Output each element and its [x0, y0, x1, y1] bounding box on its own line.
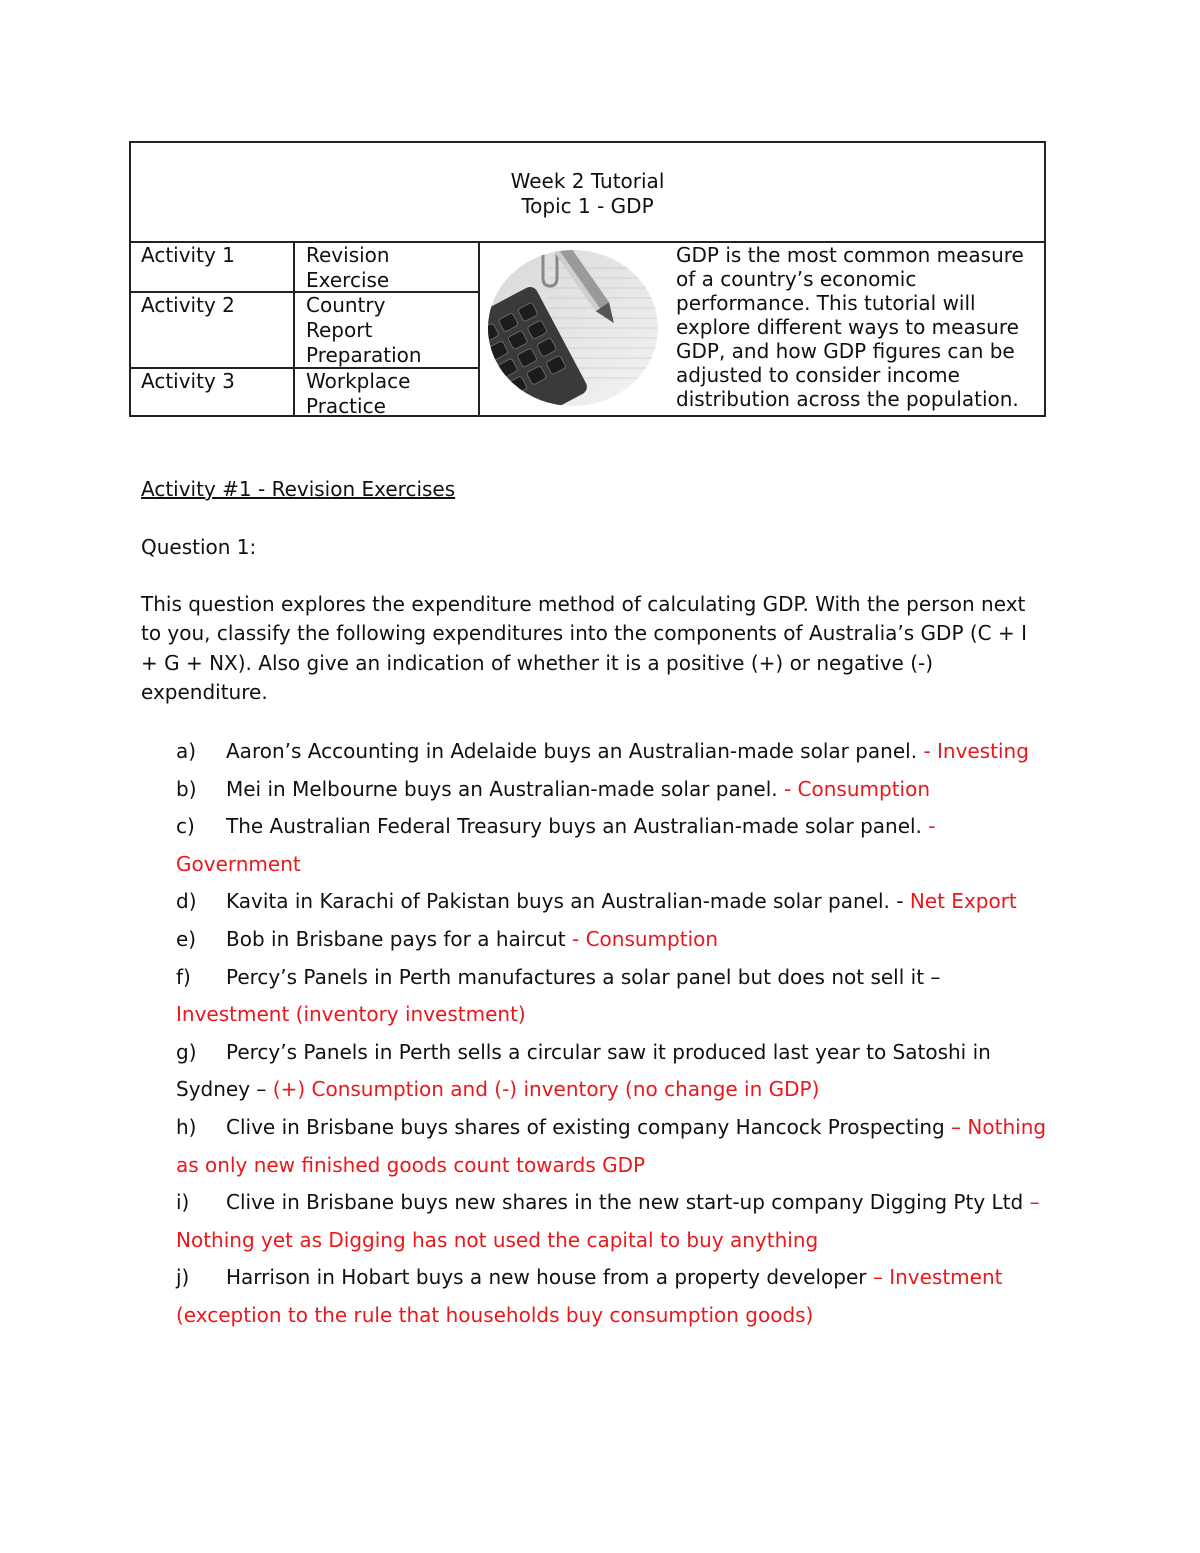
- item-label: c): [176, 814, 195, 839]
- header-title: [131, 169, 1044, 219]
- title-line-2: Topic 1 - GDP: [521, 194, 654, 218]
- item-answer: (+) Consumption and (-) inventory (no change in GDP): [272, 1077, 820, 1102]
- calculator-pen-photo: [488, 248, 658, 408]
- item-answer: - Investing: [923, 739, 1029, 763]
- activity-1-desc: Revision Exercise: [306, 243, 390, 292]
- item-answer: - Consumption: [572, 926, 719, 951]
- item-label: i): [176, 1190, 190, 1215]
- item-answer: – Nothing yet as Digging has not used the capital to buy anything: [176, 1190, 1040, 1252]
- item-answer: - Consumption: [783, 776, 931, 801]
- item-label: j): [176, 1265, 190, 1290]
- list-item: [176, 1034, 1056, 1109]
- list-item: [176, 733, 1056, 771]
- item-answer: Investment (inventory investment): [176, 1002, 526, 1027]
- item-label: e): [176, 926, 197, 951]
- item-text: Percy’s Panels in Perth sells a circular saw it produced last year to Satoshi in Sydney –: [176, 1039, 991, 1102]
- item-label: d): [176, 889, 197, 914]
- item-text: Clive in Brisbane buys new shares in the new start-up company Digging Pty Ltd: [226, 1190, 1030, 1215]
- activity-1-name: Activity 1: [141, 243, 235, 267]
- list-item: [176, 1259, 1056, 1334]
- item-text: Aaron’s Accounting in Adelaide buys an Australian-made solar panel.: [226, 739, 924, 763]
- question-intro: This question explores the expenditure method of calculating GDP. With the person next to you, classify the following expenditures into the components of Australia’s GDP (C + I + G + NX). Also give an indication of whether it is a positive (+) or negative (-) expenditure.: [141, 592, 1027, 704]
- item-label: b): [176, 776, 197, 801]
- activity-2-name: Activity 2: [141, 293, 235, 317]
- item-label: h): [176, 1114, 197, 1139]
- section-heading: Activity #1 - Revision Exercises: [141, 477, 456, 501]
- item-label: a): [176, 739, 197, 763]
- item-text: Mei in Melbourne buys an Australian-made solar panel.: [226, 776, 784, 801]
- list-item: [176, 921, 1056, 959]
- item-text: Kavita in Karachi of Pakistan buys an Australian-made solar panel. -: [226, 889, 910, 914]
- item-answer: - Government: [176, 814, 936, 876]
- activity-3-desc: Workplace Practice: [306, 369, 411, 418]
- item-label: g): [176, 1039, 197, 1064]
- list-item: [176, 808, 1056, 883]
- item-text: Harrison in Hobart buys a new house from a property developer: [226, 1265, 873, 1290]
- item-answer: Net Export: [909, 889, 1017, 914]
- item-text: Clive in Brisbane buys shares of existing company Hancock Prospecting: [226, 1114, 952, 1139]
- item-text: Bob in Brisbane pays for a haircut: [226, 926, 572, 951]
- title-line-1: Week 2 Tutorial: [510, 169, 665, 193]
- item-answer: – Investment (exception to the rule that households buy consumption goods): [176, 1265, 1003, 1327]
- list-item: [176, 883, 1056, 921]
- activity-2-desc: Country Report Preparation: [306, 293, 422, 367]
- tutorial-description: GDP is the most common measure of a country’s economic performance. This tutorial will explore different ways to measure GDP, and how GDP figures can be adjusted to consider income distribution across the population.: [676, 243, 1024, 411]
- item-label: f): [176, 964, 191, 989]
- expenditure-list: [176, 733, 1056, 1335]
- list-item: [176, 959, 1056, 1034]
- list-item: [176, 1184, 1056, 1259]
- activity-3-name: Activity 3: [141, 369, 235, 393]
- item-answer: – Nothing as only new finished goods count towards GDP: [176, 1114, 1047, 1177]
- list-item: [176, 771, 1056, 809]
- table-divider: [478, 241, 480, 417]
- item-text: The Australian Federal Treasury buys an Australian-made solar panel.: [226, 814, 929, 839]
- table-divider: [293, 241, 295, 417]
- list-item: [176, 1109, 1056, 1184]
- question-label: Question 1:: [141, 535, 257, 559]
- item-text: Percy’s Panels in Perth manufactures a solar panel but does not sell it –: [226, 964, 941, 989]
